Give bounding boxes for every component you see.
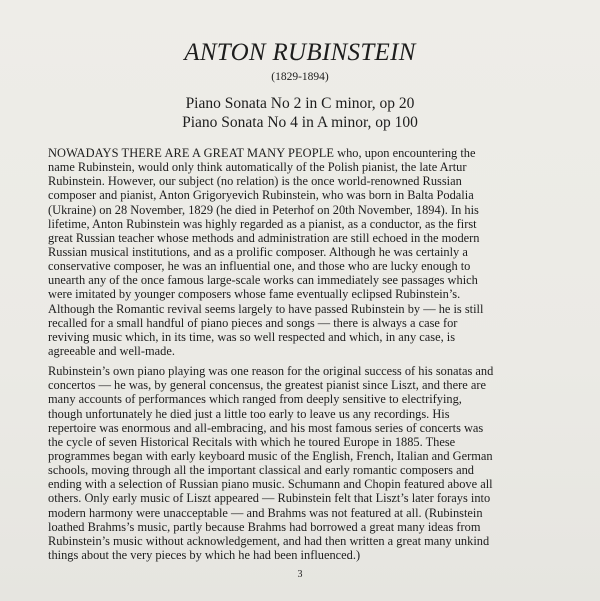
paragraph-1-line: lifetime, Anton Rubinstein was highly regarded as a pianist, as a conductor, as the first xyxy=(48,216,477,231)
essay-body xyxy=(48,146,554,562)
paragraph-1-line: recalled for a small handful of piano pieces and songs — there is always a case for xyxy=(48,315,458,330)
paragraph-1-lead: NOWADAYS THERE ARE A GREAT MANY PEOPLE xyxy=(48,146,335,160)
paragraph-2-line: concertos — he was, by general concensus, the greatest pianist since Liszt, and there are xyxy=(48,378,486,393)
paragraph-1 xyxy=(48,146,554,358)
paragraph-1-line: conservative composer, he was an influential one, and those who are lucky enough to xyxy=(48,259,471,274)
paragraph-2-line: ending with a selection of Russian piano music. Schumann and Chopin featured above all xyxy=(48,477,493,492)
paragraph-2-line: loathed Brahms’s music, partly because Brahms had borrowed a great many ideas from xyxy=(48,519,481,534)
paragraph-1-line-1-rest: who, upon encountering the xyxy=(334,146,476,160)
paragraph-1-line: great Russian teacher whose methods and administration are still echoed in the modern xyxy=(48,230,480,245)
paragraph-2-line: though unfortunately he died just a little too early to leave us any recordings. His xyxy=(48,406,450,421)
paragraph-1-line: Although the Romantic revival seems largely to have passed Rubinstein by — he is still xyxy=(48,301,484,316)
paragraph-2-line: the cycle of seven Historical Recitals with which he toured Europe in 1885. These xyxy=(48,434,456,449)
page-number: 3 xyxy=(297,569,303,580)
paragraph-1-line: name Rubinstein, would only think automatically of the Polish pianist, the late Artur xyxy=(48,160,467,175)
paragraph-2-line: schools, moving through all the important classical and early romantic composers and xyxy=(48,463,474,478)
work-title-sonata-2: Piano Sonata No 2 in C minor, op 20 xyxy=(185,95,415,112)
paragraph-1-line: unearth any of the once famous large-scale works can immediately see passages which xyxy=(48,273,478,288)
composer-dates: (1829-1894) xyxy=(271,71,329,83)
works-list xyxy=(0,94,600,132)
paragraph-2-line: Rubinstein’s music without acknowledgement, and had then written a great many unkind xyxy=(48,533,490,548)
paragraph-1-line: were imitated by younger composers whose fame eventually eclipsed Rubinstein’s. xyxy=(48,287,461,302)
paragraph-2-line: programmes began with early keyboard music of the English, French, Italian and German xyxy=(48,448,493,463)
paragraph-1-line: Russian musical institutions, and as a prolific composer. Although he was certainly a xyxy=(48,244,468,259)
paragraph-2-line: others. Only early music of Liszt appeared — Rubinstein felt that Liszt’s later forays into xyxy=(48,491,491,506)
paragraph-2-line: Rubinstein’s own piano playing was one reason for the original success of his sonatas and xyxy=(48,364,494,379)
paragraph-2 xyxy=(48,364,554,562)
paragraph-2-line: repertoire was enormous and all-embracing, and his most famous series of concerts was xyxy=(48,420,484,435)
paragraph-1-line: agreeable and well-made. xyxy=(48,343,175,358)
paragraph-1-line: composer and pianist, Anton Grigoryevich Rubinstein, who was born in Balta Podalia xyxy=(48,188,474,203)
composer-title: ANTON RUBINSTEIN xyxy=(184,39,416,66)
paragraph-2-line: modern harmony were unacceptable — and Brahms was not featured at all. (Rubinstein xyxy=(48,505,483,520)
work-title-sonata-4: Piano Sonata No 4 in A minor, op 100 xyxy=(182,114,418,131)
paragraph-1-line: (Ukraine) on 28 November, 1829 (he died in Peterhof on 20th November, 1894). In his xyxy=(48,202,479,217)
paragraph-2-line: many accounts of performances which ranged from deeply sensitive to electrifying, xyxy=(48,392,462,407)
paragraph-1-line-1 xyxy=(48,146,554,160)
paragraph-1-line: reviving music which, in its time, was so well respected and which, in any case, is xyxy=(48,329,456,344)
paragraph-1-line: Rubinstein. However, our subject (no relation) is the once world-renowned Russian xyxy=(48,174,462,189)
paragraph-2-line: things about the very pieces by which he had been influenced.) xyxy=(48,547,361,562)
